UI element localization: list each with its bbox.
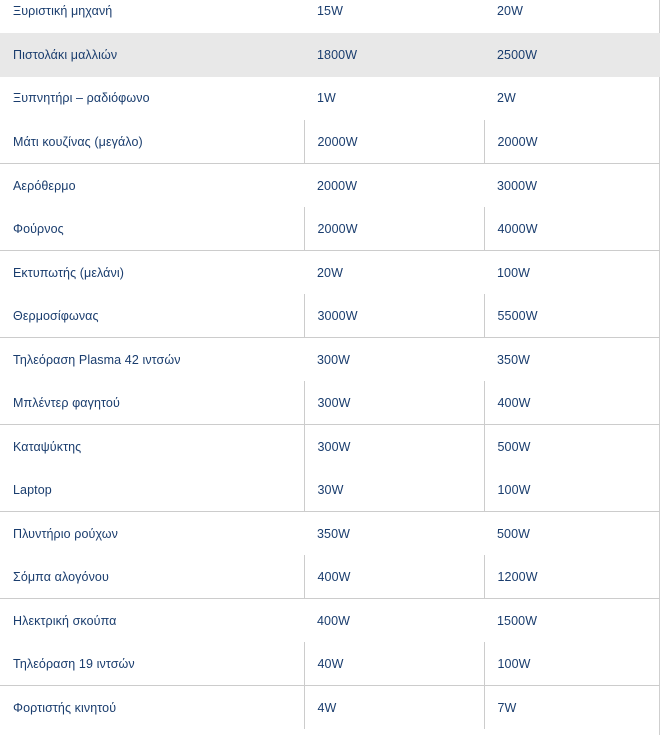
- appliance-name: Τηλεόραση Plasma 42 ιντσών: [0, 338, 304, 382]
- max-power: 4000W: [484, 207, 660, 251]
- table-row: [0, 338, 660, 382]
- table-row: [0, 686, 660, 730]
- min-power: 400W: [304, 555, 484, 599]
- max-power: 500W: [484, 512, 660, 556]
- table-row: [0, 207, 660, 251]
- min-power: 2000W: [304, 207, 484, 251]
- appliance-name: Καταψύκτης: [0, 425, 304, 469]
- appliance-name: Φορτιστής κινητού: [0, 686, 304, 730]
- table-row: [0, 120, 660, 164]
- max-power: 5500W: [484, 294, 660, 338]
- appliance-name: Μάτι κουζίνας (μεγάλο): [13, 134, 143, 149]
- min-power: 2000W: [304, 164, 484, 208]
- appliance-name: Πλυντήριο ρούχων: [0, 512, 304, 556]
- min-power: 2000W: [304, 120, 484, 164]
- max-power: 1500W: [484, 599, 660, 643]
- appliance-name: Ηλεκτρική σκούπα: [0, 599, 304, 643]
- min-power: 3000W: [304, 294, 484, 338]
- max-power: 20W: [497, 4, 524, 18]
- max-power: 3000W: [484, 164, 660, 208]
- appliance-name: Φούρνος: [13, 221, 64, 236]
- table-row: [0, 33, 660, 77]
- appliance-name: Εκτυπωτής (μελάνι): [0, 251, 304, 295]
- min-power: 1800W: [304, 33, 484, 77]
- max-power: 350W: [484, 338, 660, 382]
- table-row: [0, 512, 660, 556]
- min-power: 20W: [304, 251, 484, 295]
- max-power: 100W: [484, 642, 660, 686]
- max-power: 500W: [484, 425, 660, 469]
- appliance-name: Πιστολάκι μαλλιών: [0, 33, 304, 77]
- appliance-name: Laptop: [13, 482, 52, 497]
- table-row: [0, 0, 660, 33]
- appliance-name: Σόμπα αλογόνου: [13, 569, 109, 584]
- max-power: 1200W: [484, 555, 660, 599]
- table-row: [0, 294, 660, 338]
- table-row: [0, 251, 660, 295]
- table-row: [0, 381, 660, 425]
- max-power: 400W: [484, 381, 660, 425]
- min-power: 300W: [304, 425, 484, 469]
- appliance-name: Ξυπνητήρι – ραδιόφωνο: [13, 91, 150, 106]
- max-power: 100W: [484, 251, 660, 295]
- appliance-name: Μπλέντερ φαγητού: [13, 395, 120, 410]
- table-row: [0, 164, 660, 208]
- max-power: 2500W: [484, 33, 660, 77]
- appliance-name: Ξυριστική μηχανή: [13, 4, 113, 18]
- appliance-name: Αερόθερμο: [0, 164, 304, 208]
- min-power: 400W: [304, 599, 484, 643]
- appliance-name: Θερμοσίφωνας: [13, 308, 99, 323]
- min-power: 300W: [304, 338, 484, 382]
- table-row: [0, 555, 660, 599]
- min-power: 40W: [304, 642, 484, 686]
- min-power: 15W: [317, 4, 344, 18]
- min-power: 1W: [317, 91, 336, 106]
- min-power: 300W: [304, 381, 484, 425]
- max-power: 7W: [484, 686, 660, 730]
- max-power: 2W: [497, 91, 516, 106]
- table-row: [0, 77, 660, 121]
- appliance-name: Τηλεόραση 19 ιντσών: [13, 656, 135, 671]
- max-power: 2000W: [484, 120, 660, 164]
- min-power: 30W: [304, 468, 484, 512]
- min-power: 4W: [304, 686, 484, 730]
- table-row: [0, 425, 660, 469]
- table-row: [0, 599, 660, 643]
- max-power: 100W: [484, 468, 660, 512]
- min-power: 350W: [304, 512, 484, 556]
- table-row: [0, 468, 660, 512]
- table-row: [0, 642, 660, 686]
